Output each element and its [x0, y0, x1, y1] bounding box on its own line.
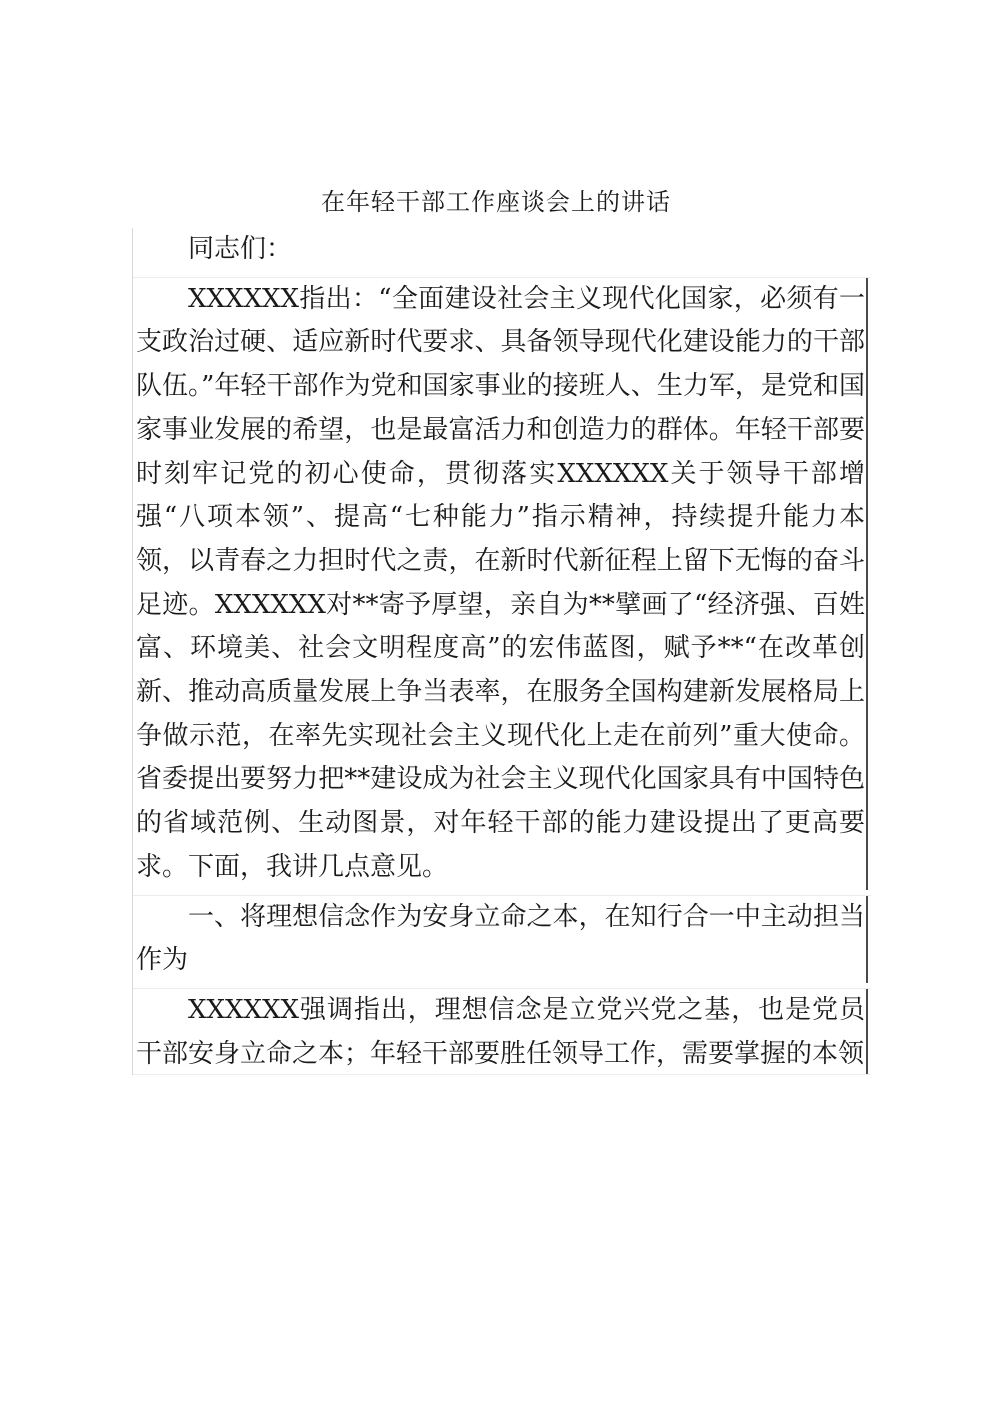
paragraph-intro: XXXXXX指出：“全面建设社会主义现代化国家，必须有一支政治过硬、适应新时代要求、具备领导现代化建设能力的干部队伍。”年轻干部作为党和国家事业的接班人、生力军，是党和国家事业发展的希望，也是最富活力和创造力的群体。年轻干部要时刻牢记党的初心使命，贯彻落实XXXXXX关于领导干部增强“八项本领”、提高“七种能力”指示精神，持续提升能力本领，以青春之力担时代之责，在新时代新征程上留下无悔的奋斗足迹。XXXXXX对**寄予厚望，亲自为**擘画了“经济强、百姓富、环境美、社会文明程度高”的宏伟蓝图，赋予**“在改革创新、推动高质量发展上争当表率，在服务全国构建新发展格局上争做示范，在率先实现社会主义现代化上走在前列”重大使命。省委提出要努力把**建设成为社会主义现代化国家具有中国特色的省域范例、生动图景，对年轻干部的能力建设提出了更高要求。下面，我讲几点意见。	[133, 277, 871, 890]
document-body	[132, 228, 871, 1075]
salutation: 同志们：	[188, 234, 293, 264]
section-heading-1: 一、将理想信念作为安身立命之本，在知行合一中主动担当作为	[133, 895, 871, 983]
paragraph-section-1: XXXXXX强调指出，理想信念是立党兴党之基，也是党员干部安身立命之本；年轻干部要胜任领导工作，需要掌握的本领	[133, 988, 871, 1075]
document-title: 在年轻干部工作座谈会上的讲话	[321, 188, 671, 216]
